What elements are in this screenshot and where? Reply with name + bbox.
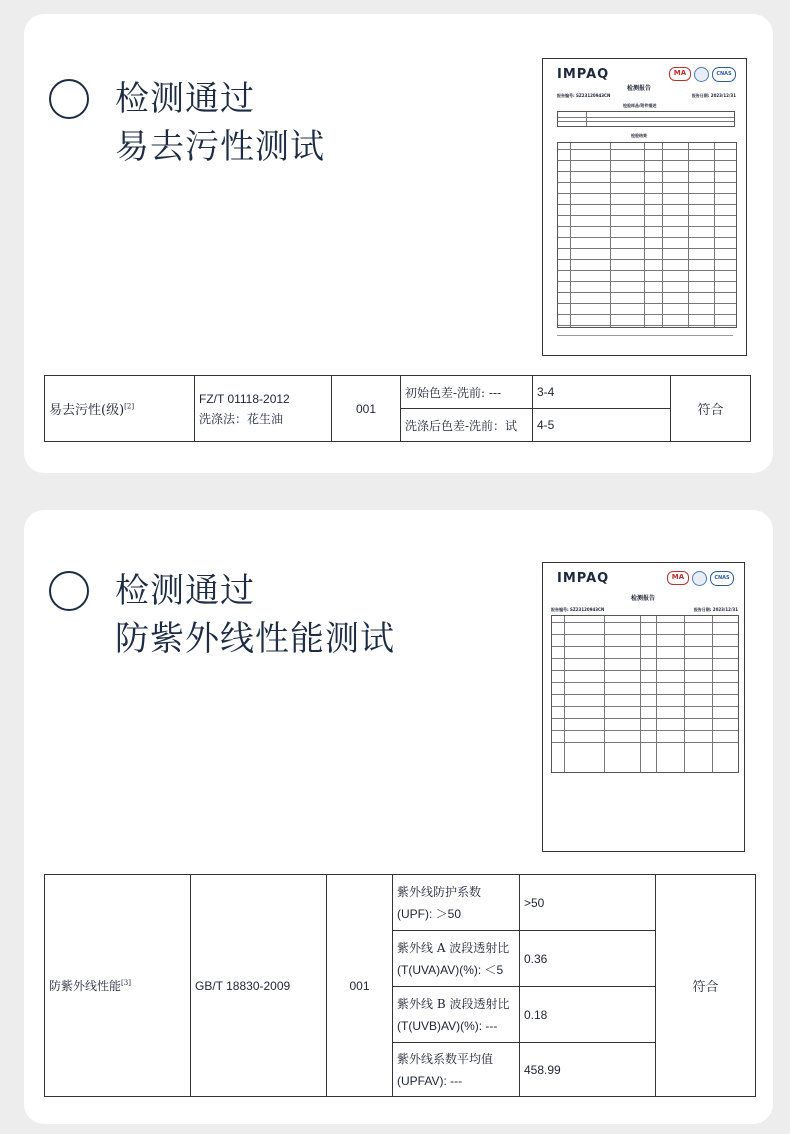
test-standard-cell: GB/T 18830-2009 — [191, 875, 327, 1097]
test-item-cell: 易去污性(级)[2] — [45, 376, 195, 442]
result-label-cell: 紫外线防护系数 (UPF): ＞50 — [393, 875, 520, 931]
ilac-logo-icon — [694, 67, 709, 82]
test-item-cell: 防紫外线性能[3] — [45, 875, 191, 1097]
report-title: 检测报告 — [627, 85, 652, 92]
result-value-cell: >50 — [520, 875, 656, 931]
cnas-logo-icon: CNAS — [712, 67, 736, 82]
radio-circle-icon — [49, 79, 89, 119]
headline-line-2: 易去污性测试 — [115, 127, 325, 167]
report-thumbnail — [542, 562, 745, 852]
sample-number-cell: 001 — [327, 875, 393, 1097]
standard-code: FZ/T 01118-2012 — [199, 391, 290, 406]
report-thumbnail — [542, 58, 747, 356]
result-label-cell: 紫外线 A 波段透射比 (T(UVA)AV)(%): ＜5 — [393, 931, 520, 987]
certification-logos — [667, 571, 734, 586]
report-date: 报告日期: 2023/12/31 — [691, 93, 736, 98]
report-results-title: 检验结果 — [631, 133, 647, 138]
report-results-table — [557, 142, 737, 328]
uv-protection-result-table — [44, 874, 756, 1097]
headline-line-2: 防紫外线性能测试 — [115, 619, 395, 659]
test-method: 洗涤法：花生油 — [199, 411, 284, 426]
result-label-cell: 初始色差-洗前: --- — [401, 376, 533, 409]
ma-logo-icon: MA — [667, 571, 689, 585]
result-label-cell: 洗涤后色差-洗前：试 — [401, 409, 533, 442]
result-value-cell: 4-5 — [533, 409, 671, 442]
ma-logo-icon: MA — [669, 67, 691, 81]
result-value-cell: 3-4 — [533, 376, 671, 409]
headline-line-1: 检测通过 — [115, 571, 255, 611]
result-value-cell: 0.18 — [520, 987, 656, 1043]
report-title: 检测报告 — [631, 595, 656, 602]
result-label-cell: 紫外线系数平均值 (UPFAV): --- — [393, 1043, 520, 1097]
section-card-stain-release — [24, 14, 773, 473]
headline-line-1: 检测通过 — [115, 79, 255, 119]
test-standard-cell — [195, 376, 332, 442]
report-subtitle: 检验样品/附件描述 — [623, 103, 657, 108]
report-sample-table — [557, 111, 735, 127]
sample-number-cell: 001 — [332, 376, 401, 442]
section-headline — [49, 567, 395, 663]
section-headline — [49, 75, 325, 171]
section-card-uv-protection — [24, 510, 773, 1124]
result-label-cell: 紫外线 B 波段透射比 (T(UVB)AV)(%): --- — [393, 987, 520, 1043]
result-value-cell: 458.99 — [520, 1043, 656, 1097]
verdict-cell: 符合 — [671, 376, 751, 442]
result-value-cell: 0.36 — [520, 931, 656, 987]
report-date: 报告日期: 2023/12/31 — [693, 607, 738, 612]
report-footer-rule — [557, 335, 733, 342]
report-number: 报告编号: SZ23120943CN — [551, 607, 605, 612]
report-number: 报告编号: SZ23120943CN — [557, 93, 611, 98]
report-brand-logo: IMPAQ — [557, 571, 610, 586]
certification-logos — [669, 67, 736, 82]
cnas-logo-icon: CNAS — [710, 571, 734, 586]
report-results-table — [551, 615, 739, 773]
stain-release-result-table — [44, 375, 751, 442]
ilac-logo-icon — [692, 571, 707, 586]
radio-circle-icon — [49, 571, 89, 611]
report-brand-logo: IMPAQ — [557, 67, 610, 82]
verdict-cell: 符合 — [656, 875, 756, 1097]
